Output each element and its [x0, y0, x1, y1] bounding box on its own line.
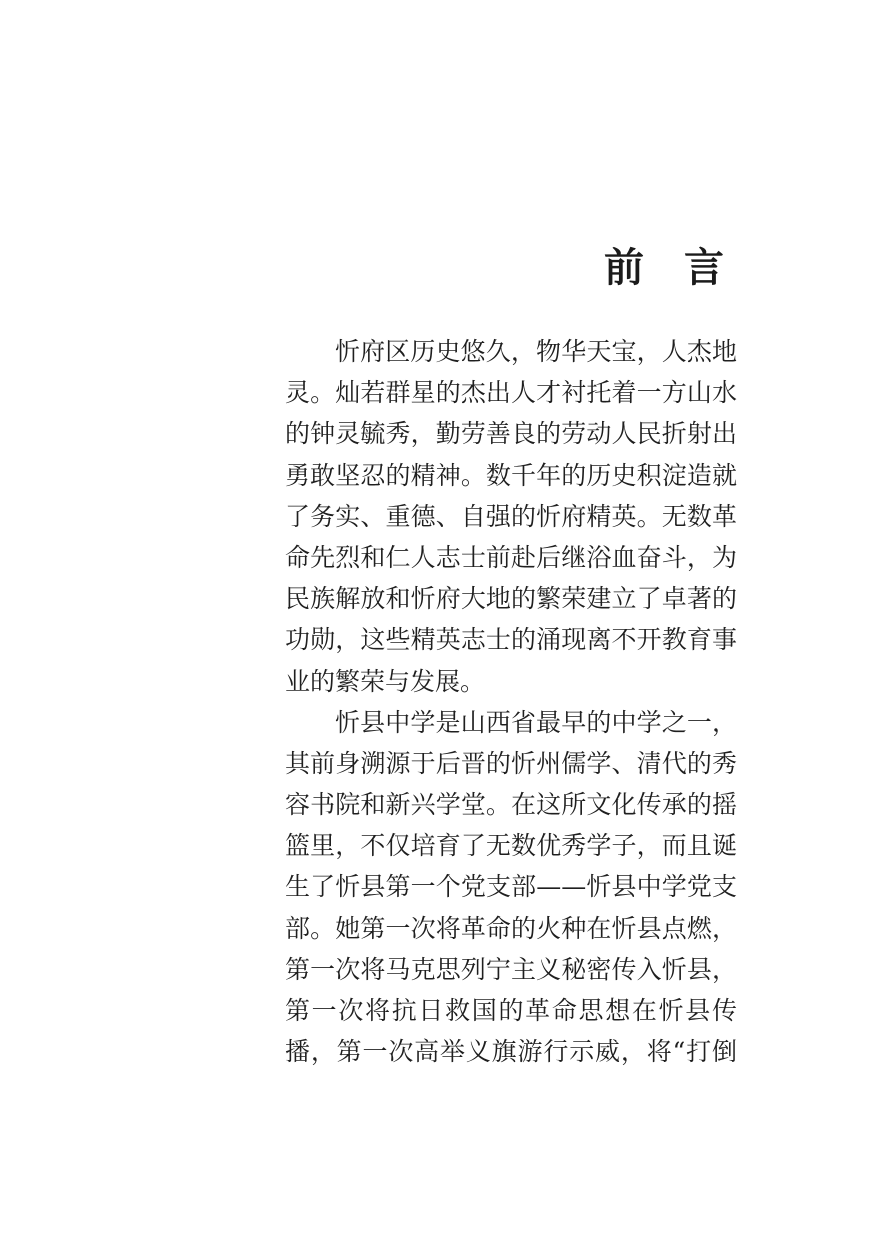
text-line: 灵。灿若群星的杰出人才衬托着一方山水: [285, 378, 737, 408]
text-block: [285, 331, 737, 1072]
text-line: 容书院和新兴学堂。在这所文化传承的摇: [285, 790, 737, 820]
text-line: 忻府区历史悠久，物华天宝，人杰地: [335, 337, 737, 366]
text-line: 民族解放和忻府大地的繁荣建立了卓著的: [285, 584, 737, 614]
text-line: 命先烈和仁人志士前赴后继浴血奋斗，为: [285, 542, 737, 572]
page-title: 前 言: [604, 244, 724, 291]
paragraph-2: [285, 702, 737, 1073]
text-line: 了务实、重德、自强的忻府精英。无数革: [285, 501, 737, 531]
paragraph-1: [285, 331, 737, 702]
text-line: 勇敢坚忍的精神。数千年的历史积淀造就: [285, 460, 737, 490]
text-line: 功勋，这些精英志士的涌现离不开教育事: [285, 625, 737, 655]
text-line: 部。她第一次将革命的火种在忻县点燃，: [285, 913, 737, 943]
text-line: 播，第一次高举义旗游行示威，将“打倒: [285, 1037, 737, 1067]
text-line: 忻县中学是山西省最早的中学之一，: [335, 707, 737, 737]
text-line: 第一次将马克思列宁主义秘密传入忻县，: [285, 954, 737, 984]
text-line: 其前身溯源于后晋的忻州儒学、清代的秀: [285, 748, 737, 778]
text-line: 篮里，不仅培育了无数优秀学子，而且诞: [285, 831, 737, 861]
text-line: 业的繁荣与发展。: [285, 666, 486, 696]
text-line: 的钟灵毓秀，勤劳善良的劳动人民折射出: [285, 419, 737, 449]
text-line: 生了忻县第一个党支部——忻县中学党支: [285, 872, 737, 902]
text-line: 第一次将抗日救国的革命思想在忻县传: [285, 996, 737, 1025]
